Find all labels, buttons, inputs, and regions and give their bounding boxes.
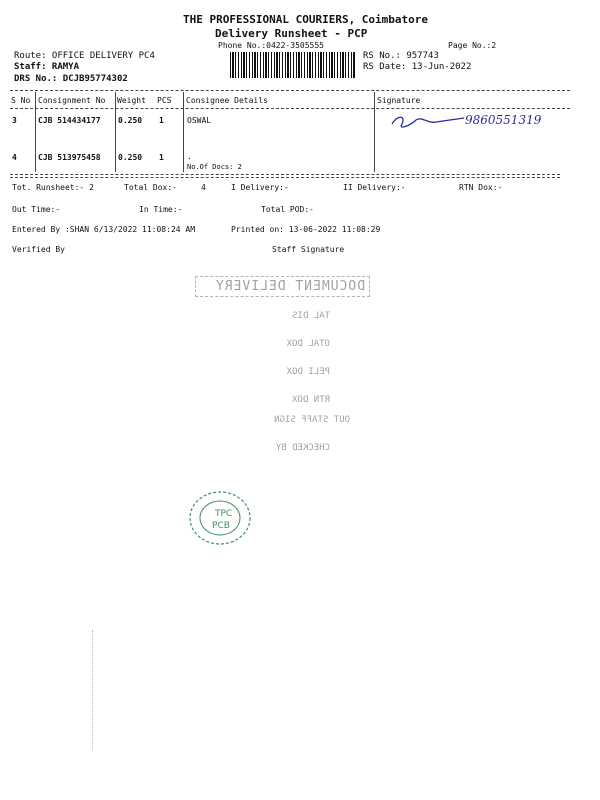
svg-text:TPC: TPC [215,509,233,519]
total-runsheet: Tot. Runsheet:- 2 [12,183,94,192]
row-sno: 4 [12,153,17,162]
col-header-signature: Signature [377,96,421,105]
total-dox-value: 4 [201,183,206,192]
row-pcs: 1 [159,153,164,162]
col-header-consignment: Consignment No [38,96,106,105]
page-number: Page No.:2 [448,41,497,50]
barcode [230,52,356,78]
stamp-line: TAL DIS [292,311,330,321]
second-delivery: II Delivery:- [343,183,406,192]
col-header-weight: Weight [117,96,146,105]
row-weight: 0.250 [118,116,143,125]
column-divider [183,92,184,172]
column-divider [35,92,36,172]
rtn-dox: RTN Dox:- [459,183,503,192]
phone-number: Phone No.:0422-3505555 [218,41,324,50]
stamp-line: OTAL DOX [286,339,330,349]
scan-artifact [92,630,93,750]
column-divider [374,92,375,172]
route-field: Route: OFFICE DELIVERY PC4 [14,51,155,61]
row-consignee: . [187,152,192,161]
row-docs-count: No.Of Docs: 2 [187,163,242,171]
col-header-pcs: PCS [157,96,172,105]
staff-signature: Staff Signature [272,245,345,254]
row-consignment: CJB 513975458 [38,153,101,162]
staff-field: Staff: RAMYA [14,62,80,72]
stamp-line: OUT STAFF SIGN [274,415,350,425]
column-divider [115,92,116,172]
entered-by: Entered By :SHAN 6/13/2022 11:08:24 AM [12,225,196,234]
drs-number: DRS No.: DCJB95774302 [14,74,128,84]
first-delivery: I Delivery:- [231,183,289,192]
table-bottom-rule [10,177,560,178]
row-weight: 0.250 [118,153,143,162]
verified-by: Verified By [12,245,65,254]
printed-on: Printed on: 13-06-2022 11:08:29 [231,225,381,234]
out-time: Out Time:- [12,205,61,214]
row-sno: 3 [12,116,17,125]
in-time: In Time:- [139,205,183,214]
stamp-line: PELI DOX [286,367,330,377]
stamp-line: CHECKED BY [275,443,330,453]
total-dox-label: Total Dox:- [124,183,177,192]
row-consignee: OSWAL [187,116,212,125]
stamp-title: DOCUMENT DELIVERY [195,276,370,297]
signature-phone-note: 9860551319 [465,113,542,127]
row-consignment: CJB 514434177 [38,116,101,125]
round-seal-icon [185,488,255,548]
rs-number: RS No.: 957743 [363,51,439,61]
company-name: THE PROFESSIONAL COURIERS, Coimbatore [183,13,429,26]
signature-scribble [388,110,468,132]
table-top-rule [10,90,570,91]
stamp-line: RTN DOX [292,395,330,405]
mirrored-stamp [195,276,370,476]
col-header-consignee: Consignee Details [186,96,268,105]
rs-date: RS Date: 13-Jun-2022 [363,62,472,72]
col-header-sno: S No [11,96,31,105]
table-header-rule [10,108,570,109]
svg-text:PCB: PCB [212,521,230,531]
document-title: Delivery Runsheet - PCP [215,27,368,40]
total-pod: Total POD:- [261,205,314,214]
table-bottom-rule [10,174,560,175]
row-pcs: 1 [159,116,164,125]
